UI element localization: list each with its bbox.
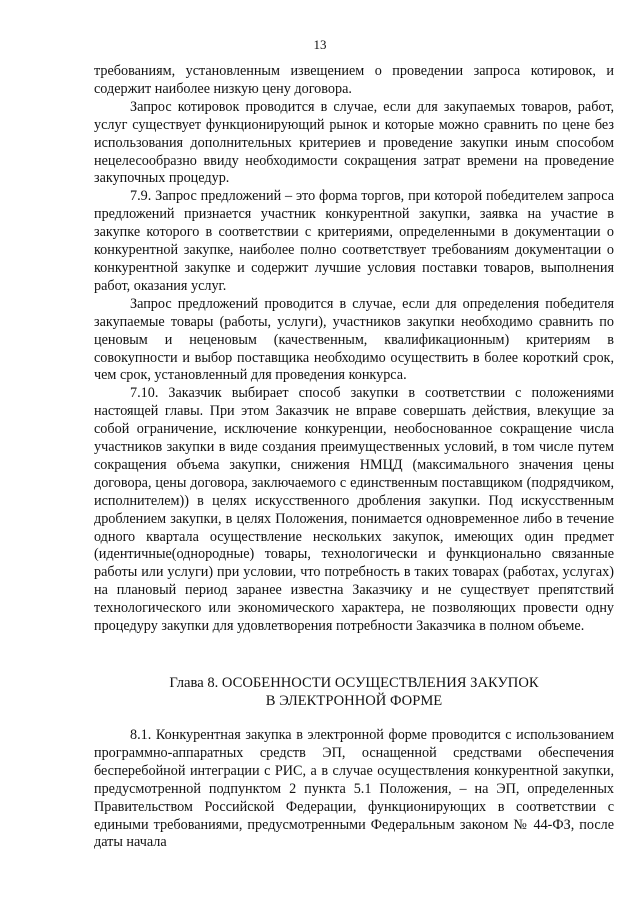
paragraph-quote-request: Запрос котировок проводится в случае, если для закупаемых товаров, работ, услуг существует функционирующий рынок и которые можно сравнить по цене без использования дополнительных критериев и проведение закупки иным способом нецелесообразно ввиду необходимости сокращения затрат времени на проведение закупочных процедур. <box>94 98 614 187</box>
paragraph-7-10: 7.10. Заказчик выбирает способ закупки в соответствии с положениями настоящей главы. При этом Заказчик не вправе совершать действия, влекущие за собой ограничение, исключение конкуренции, необоснованное сокращение числа участников закупки в виде создания преимущественных условий, в том числе путем сокращения объема закупки, снижения НМЦД (максимального значения цены договора, цены договора, заключаемого с единственным поставщиком (подрядчиком, исполнителем)) в целях искусственного дробления закупки. Под искусственным дроблением закупки, в целях Положения, понимается одновременное либо в течение одного квартала осуществление нескольких закупок, имеющих один предмет (идентичные(однородные) товары, технологически и функционально связанные работы или услуги) при условии, что потребность в таких товарах (работах, услугах) на плановый период заранее известна Заказчику и не существует препятствий технологического или экономического характера, не позволяющих провести одну процедуру закупки для удовлетворения потребности Заказчика в полном объеме. <box>94 385 614 635</box>
paragraph-7-9: 7.9. Запрос предложений – это форма торгов, при которой победителем запроса предложений признается участник конкурентной закупки, заявка на участие в закупке которого в соответствии с критериями, определенными в документации о конкурентной закупке, наиболее полно соответствует требованиям документации о конкурентной закупке и содержит лучшие условия поставки товаров, выполнения работ, оказания услуг. <box>94 188 614 294</box>
chapter-heading <box>94 674 614 710</box>
paragraph-proposal-request: Запрос предложений проводится в случае, если для определения победителя закупаемые товары (работы, услуги), участников закупки необходимо сравнить по ценовым и неценовым (качественным, квалификационным) критериям в совокупности и выбор поставщика необходимо осуществить в более короткий срок, чем срок, установленный для проведения конкурса. <box>94 295 614 384</box>
paragraph-8-1: 8.1. Конкурентная закупка в электронной форме проводится с использованием программно-аппаратных средств ЭП, оснащенной средствами обеспечения бесперебойной интеграции с РИС, а в случае осуществления конкурентной закупки, предусмотренной подпунктом 2 пункта 5.1 Положения, – на ЭП, определенных Правительством Российской Федерации, функционирующих в соответствии с едиными требованиями, предусмотренными Федеральным законом № 44-ФЗ, после даты начала <box>94 727 614 851</box>
chapter-title-line-2: В ЭЛЕКТРОННОЙ ФОРМЕ <box>265 693 443 709</box>
chapter-title-line-1: Глава 8. ОСОБЕННОСТИ ОСУЩЕСТВЛЕНИЯ ЗАКУПОК <box>169 675 539 691</box>
paragraph-continuation: требованиям, установленным извещением о проведении запроса котировок, и содержит наиболее низкую цену договора. <box>94 63 614 97</box>
chapter-8-text <box>94 727 614 852</box>
body-text <box>94 63 614 636</box>
page-number: 13 <box>313 37 327 52</box>
